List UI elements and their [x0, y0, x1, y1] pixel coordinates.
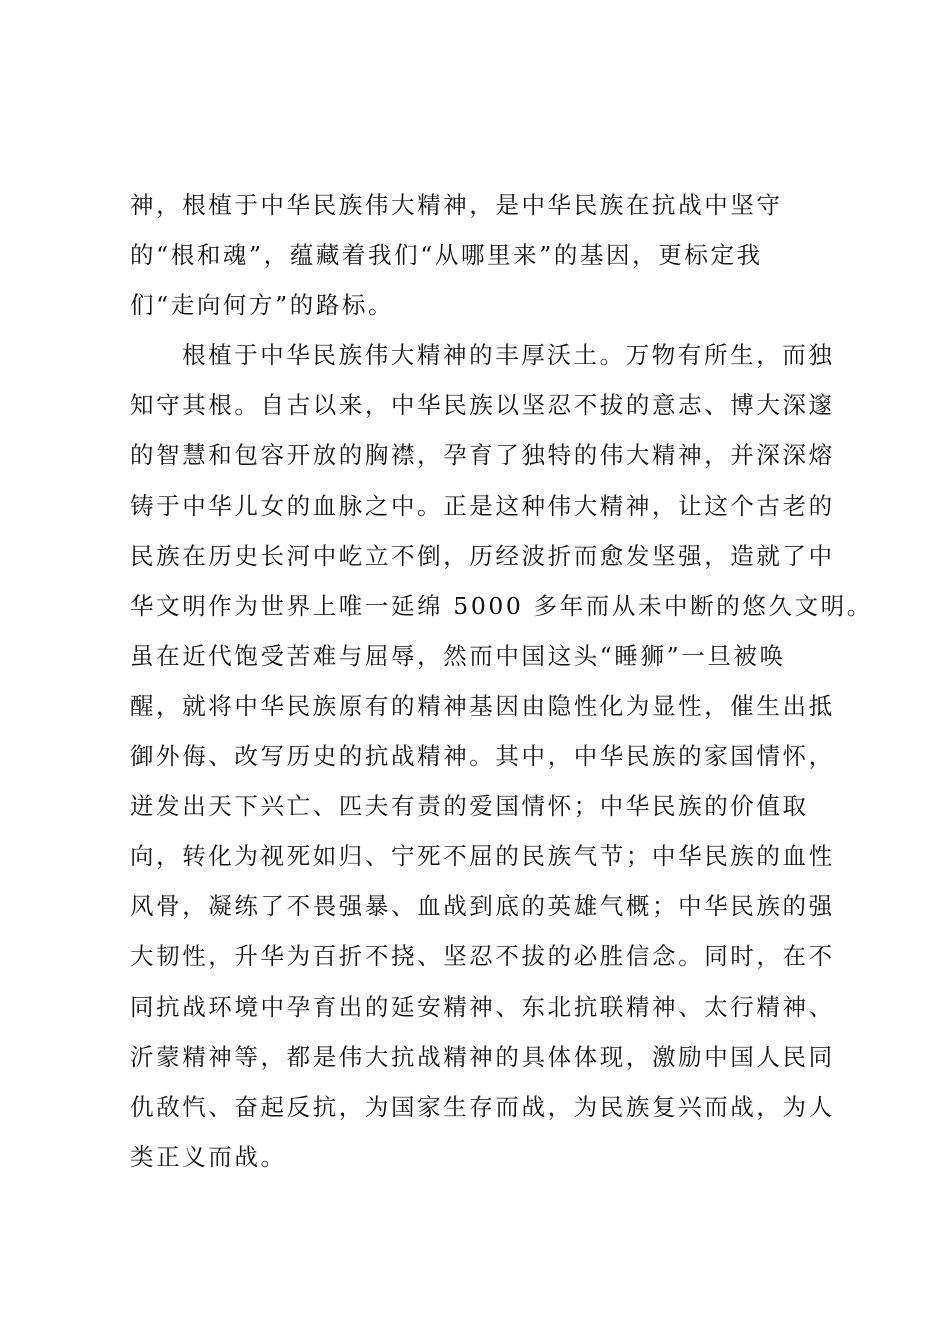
paragraph-first-line: 根植于中华民族伟大精神的丰厚沃土。万物有所生，而独	[182, 341, 835, 370]
text-line: 迸发出天下兴亡、匹夫有责的爱国情怀；中华民族的价值取	[130, 792, 809, 821]
text-line: 醒，就将中华民族原有的精神基因由隐性化为显性，催生出抵	[130, 691, 835, 720]
text-line: 御外侮、改写历史的抗战精神。其中，中华民族的家国情怀，	[130, 742, 835, 771]
body-text	[130, 187, 873, 1189]
text-line: 向，转化为视死如归、宁死不屈的民族气节；中华民族的血性	[130, 842, 835, 871]
text-line: 华文明作为世界上唯一延绵 5000 多年而从未中断的悠久文明。	[130, 591, 873, 620]
text-line: 们“走向何方”的路标。	[130, 291, 395, 320]
text-line: 类正义而战。	[130, 1142, 287, 1171]
text-line: 沂蒙精神等，都是伟大抗战精神的具体体现，激励中国人民同	[130, 1042, 835, 1071]
text-line: 大韧性，升华为百折不挠、坚忍不拔的必胜信念。同时，在不	[130, 942, 835, 971]
text-line: 铸于中华儿女的血脉之中。正是这种伟大精神，让这个古老的	[130, 491, 835, 520]
text-line: 虽在近代饱受苦难与屈辱，然而中国这头“睡狮”一旦被唤	[130, 641, 786, 670]
text-line: 的智慧和包容开放的胸襟，孕育了独特的伟大精神，并深深熔	[130, 441, 835, 470]
text-line: 的“根和魂”，蕴藏着我们“从哪里来”的基因，更标定我	[130, 241, 763, 270]
text-line: 神，根植于中华民族伟大精神，是中华民族在抗战中坚守	[130, 191, 783, 219]
text-line: 民族在历史长河中屹立不倒，历经波折而愈发坚强，造就了中	[130, 541, 835, 570]
text-line: 同抗战环境中孕育出的延安精神、东北抗联精神、太行精神、	[130, 992, 835, 1021]
text-line: 仇敌忾、奋起反抗，为国家生存而战，为民族复兴而战，为人	[130, 1092, 835, 1121]
text-line: 知守其根。自古以来，中华民族以坚忍不拔的意志、博大深邃	[130, 391, 835, 420]
text-line: 风骨，凝练了不畏强暴、血战到底的英雄气概；中华民族的强	[130, 892, 835, 921]
